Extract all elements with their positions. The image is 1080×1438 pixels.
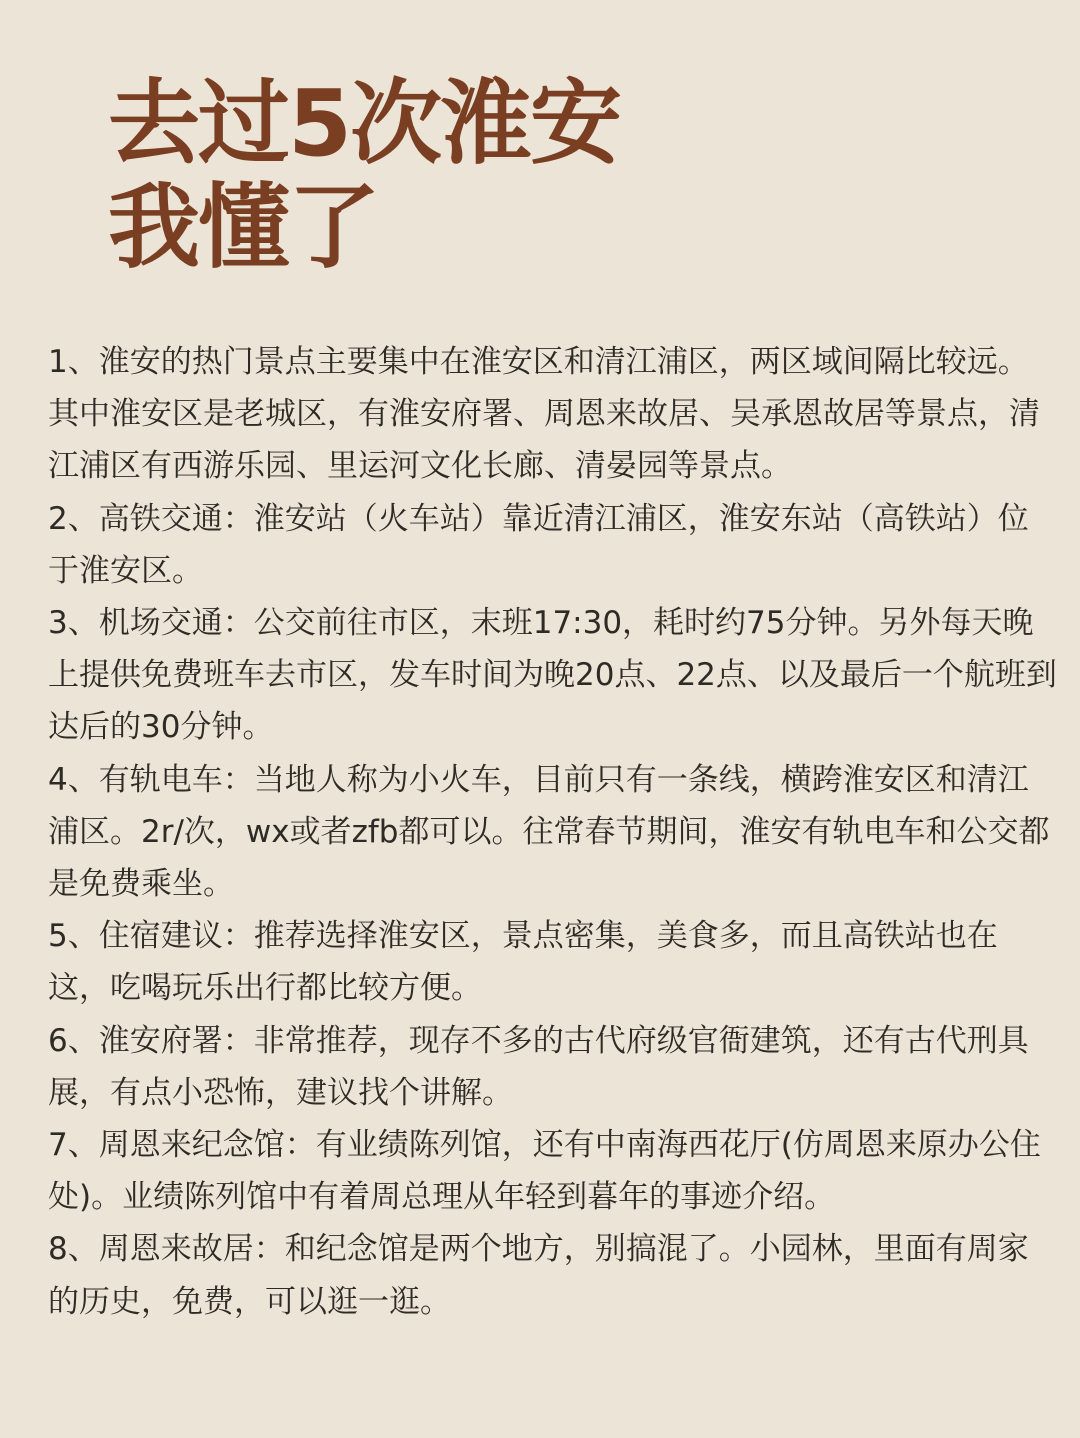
title-line-1: 去过5次淮安 [108,70,621,177]
title-line-2: 我懂了 [108,174,379,281]
tip-item-2: 2、高铁交通：淮安站（火车站）靠近清江浦区，淮安东站（高铁站）位于淮安区。 [48,500,1029,589]
tip-item-7: 7、周恩来纪念馆：有业绩陈列馆，还有中南海西花厅(仿周恩来原办公住处)。业绩陈列馆中有着周总理从年轻到暮年的事迹介绍。 [48,1127,1041,1216]
page-title [108,72,620,280]
tip-item-1: 1、淮安的热门景点主要集中在淮安区和清江浦区，两区域间隔比较远。其中淮安区是老城区，有淮安府署、周恩来故居、吴承恩故居等景点，清江浦区有西游乐园、里运河文化长廊、清晏园等景点。 [48,344,1040,485]
tips-list [48,336,1058,1328]
tip-item-3: 3、机场交通：公交前往市区，末班17:30，耗时约75分钟。另外每天晚上提供免费班车去市区，发车时间为晚20点、22点、以及最后一个航班到达后的30分钟。 [48,605,1057,746]
tip-item-8: 8、周恩来故居：和纪念馆是两个地方，别搞混了。小园林，里面有周家的历史，免费，可以逛一逛。 [48,1231,1029,1320]
tip-item-5: 5、住宿建议：推荐选择淮安区，景点密集，美食多，而且高铁站也在这，吃喝玩乐出行都比较方便。 [48,918,998,1007]
tip-item-6: 6、淮安府署：非常推荐，现存不多的古代府级官衙建筑，还有古代刑具展，有点小恐怖，建议找个讲解。 [48,1022,1029,1111]
tip-item-4: 4、有轨电车：当地人称为小火车，目前只有一条线，横跨淮安区和清江浦区。2r/次，wx或者zfb都可以。往常春节期间，淮安有轨电车和公交都是免费乘坐。 [48,761,1050,903]
